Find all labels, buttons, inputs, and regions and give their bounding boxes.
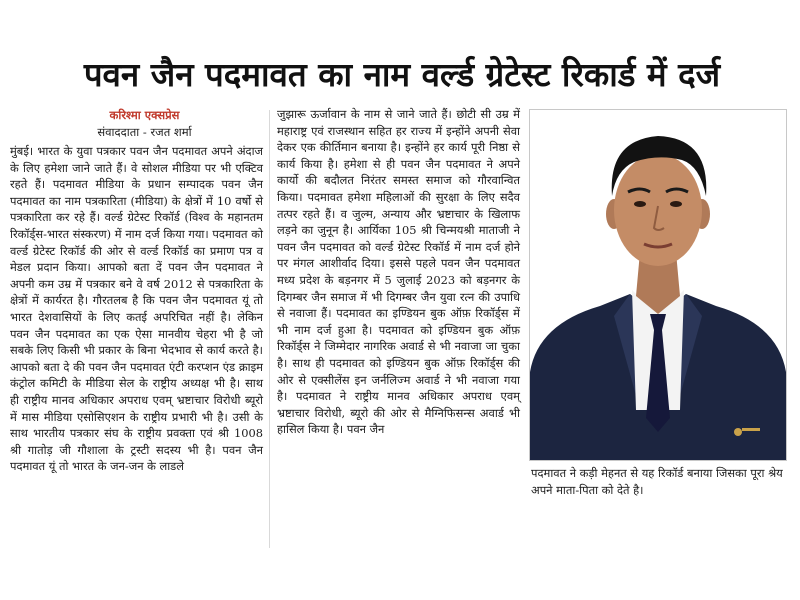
byline: संवाददाता - रजत शर्मा — [97, 125, 192, 139]
source-label: करिश्मा एक्सप्रेस — [109, 108, 180, 122]
photo-caption: पदमावत ने कड़ी मेहनत से यह रिकॉर्ड बनाया जिसका पूरा श्रेय अपने माता-पिता को देते है। — [531, 466, 783, 497]
column-1-text: मुंबई। भारत के युवा पत्रकार पवन जैन पदमावत अपने अंदाज के लिए हमेशा जाने जाते हैं। वे सोशल मीडिया पर भी एक्टिव रहते हैं। पदमावत मीडिया के प्रधान सम्पादक पवन जैन पदमावत का नाम पत्रकारिता (मीडिया) के क्षेत्रों में 10 वर्षो से पत्रकारिता कर रहे हैं। वर्ल्ड ग्रेटेस्ट रिकॉर्ड (विश्व के महानतम रिकॉर्ड्स-भारत संस्करण) में नाम दर्ज किया गया। पदमावत को वर्ल्ड ग्रेटेस्ट रिकॉर्ड की ओर से वर्ल्ड रिकॉर्ड का प्रमाण पत्र व मेडल प्रदान किया। आपको बता दें पवन जैन पदमावत ने अपनी कम उम्र में पत्रकार बने वे वर्ष 2012 से पत्रकारिता के क्षेत्रों में कार्यरत है। गौरतलब है कि पवन जैन पदमावत यूं तो भारत देशवासियों के लिए कतई अपरिचित नहीं है। लेकिन पवन जैन पदमावत का एक ऐसा मानवीय चेहरा भी है जो सबके लिए किसी भी प्रकार के बिना भेदभाव से कार्य करते है। आपको बता दे की पवन जैन पदमावत एंटी करप्शन एंड क्राइम कंट्रोल कमिटी के मीडिया सेल के राष्ट्रीय अध्यक्ष भी है। साथ ही राष्ट्रीय मानव अधिकार अपराध एवम् भ्रष्टाचार विरोधी ब्यूरो में मास मीडिया एसोसिएशन के राष्ट्रीय प्रभारी भी है। उसी के साथ भारतीय पत्रकार संघ के राष्ट्रीय प्रवक्ता एवं श्री 1008 श्री गातोड़ जी गौशाला के ट्रस्टी सदस्य भी है। पवन जैन पदमावत यूं तो भारत के जन-जन के लाडले — [10, 144, 263, 474]
article-column-2 — [277, 106, 520, 438]
article-column-1 — [10, 106, 263, 475]
portrait-illustration — [530, 110, 786, 460]
column-2-text: जुझारू ऊर्जावान के नाम से जाने जाते हैं। छोटी सी उम्र में महाराष्ट्र एवं राजस्थान सहित हर राज्य में इन्होंने अपनी सेवा देकर एक कीर्तिमान बनाया है। इन्होंने हर कार्य पूरी निष्ठा से कार्य किया है। हमेशा से ही पवन जैन पदमावत ने अपने कार्यो की बदौलत निरंतर समस्त समाज को गौरवान्वित किया। पदमावत हमेशा महिलाओं की सुरक्षा के लिए सदैव तत्पर रहते हैं। व जुल्म, अन्याय और भ्रष्टाचार के खिलाफ लड़ने का जुनून है। आर्यिका 105 श्री चिन्मयश्री माताजी ने पवन जैन पदमावत को वर्ल्ड ग्रेटेस्ट रिकॉर्ड में नाम दर्ज होने पर मंगल आशीर्वाद दिया। इससे पहले पवन जैन पदमावत मध्य प्रदेश के बड़नगर में 5 जुलाई 2023 को बड़नगर के दिगम्बर जैन समाज में भी दिगम्बर जैन युवा रत्न की उपाधि से नवाजा हैं। पदमावत का इण्डियन बुक ऑफ़ रिकॉर्ड्स में भी नाम दर्ज हुआ है। पदमावत को इण्डियन बुक ऑफ़ रिकॉर्ड्स ने जिम्मेदार नागरिक अवार्ड से भी नवाजा जा चुका है। साथ ही पदमावत को इण्डियन बुक ऑफ़ रिकॉर्ड्स की ओर से एक्सीलेंस इन जर्नलिज्म अवार्ड ने भी नवाजा गया है। पदमावत ने राष्ट्रीय मानव अधिकार अपराध एवम् भ्रष्टाचार विरोधी, ब्यूरो की ओर से मैग्निफिसन्स अवार्ड भी हासिल किया है। पवन जैन — [277, 107, 520, 437]
column-divider — [269, 110, 270, 548]
headline: पवन जैन पदमावत का नाम वर्ल्ड ग्रेटेस्ट रिकार्ड में दर्ज — [83, 55, 721, 94]
portrait-photo — [529, 109, 787, 461]
